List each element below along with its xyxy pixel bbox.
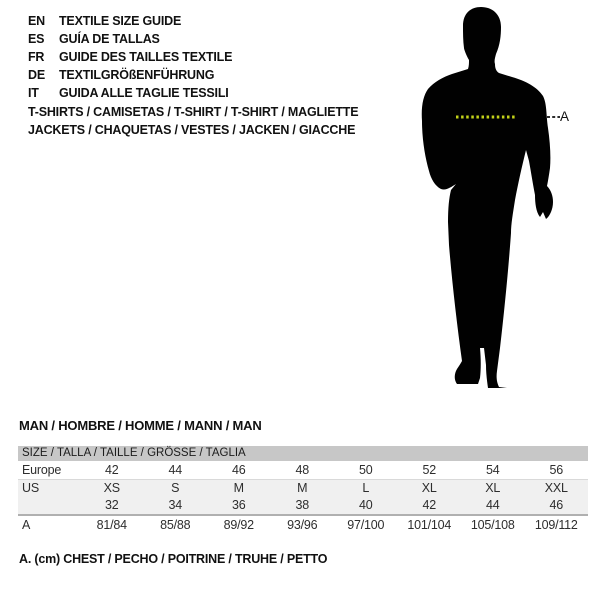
size-cell: 56 [549, 463, 563, 477]
language-title: GUIDE DES TAILLES TEXTILE [59, 50, 233, 64]
language-list [28, 12, 232, 102]
row-label [18, 497, 80, 514]
size-cell: 48 [295, 463, 309, 477]
size-cell: 32 [104, 498, 119, 512]
category-jackets: JACKETS / CHAQUETAS / VESTES / JACKEN / GIACCHE [28, 123, 356, 137]
size-cell: XL [421, 481, 437, 495]
size-cell: 105/108 [470, 518, 515, 532]
size-cell: 97/100 [347, 518, 385, 532]
language-code: ES [28, 32, 45, 46]
row-label: A [22, 518, 31, 532]
row-label: Europe [22, 463, 62, 477]
category-lines [28, 103, 358, 139]
size-cell: 46 [231, 463, 246, 477]
size-cell: 52 [422, 463, 436, 477]
language-row-it [28, 84, 232, 102]
size-cell: 54 [485, 463, 500, 477]
size-cell: 44 [485, 498, 500, 512]
size-cell: 85/88 [160, 518, 191, 532]
size-cell: M [233, 481, 244, 495]
language-code: IT [28, 86, 39, 100]
table-row-europe [18, 461, 588, 479]
language-title: TEXTILE SIZE GUIDE [59, 14, 182, 28]
size-cell: M [297, 481, 308, 495]
size-cell: 101/104 [407, 518, 452, 532]
size-cell: S [171, 481, 180, 495]
language-title: GUÍA DE TALLAS [59, 32, 160, 46]
language-row-de [28, 66, 232, 84]
man-silhouette [422, 7, 553, 388]
size-cell: 109/112 [534, 518, 578, 532]
language-row-en [28, 12, 232, 30]
size-cell: 50 [358, 463, 373, 477]
size-cell: 38 [295, 498, 309, 512]
language-row-es [28, 30, 232, 48]
language-code: FR [28, 50, 45, 64]
size-cell: 81/84 [96, 518, 127, 532]
marker-a-label: A [560, 109, 570, 124]
language-code: EN [28, 14, 45, 28]
measurement-figure [400, 0, 600, 400]
size-cell: 36 [231, 498, 246, 512]
table-row-us [18, 480, 588, 497]
size-cell: 44 [168, 463, 182, 477]
size-cell: XS [103, 481, 120, 495]
language-row-fr [28, 48, 232, 66]
size-cell: 42 [104, 463, 119, 477]
size-cell: 40 [358, 498, 373, 512]
size-cell: 46 [549, 498, 563, 512]
size-table [18, 446, 588, 535]
table-row-numeric [18, 497, 588, 514]
man-silhouette-svg [400, 0, 600, 400]
size-cell: 42 [422, 498, 436, 512]
table-header: SIZE / TALLA / TAILLE / GRÖSSE / TAGLIA [18, 446, 588, 461]
table-row-chest-a [18, 516, 588, 535]
section-heading-man: MAN / HOMBRE / HOMME / MANN / MAN [19, 418, 262, 433]
measurement-footnote: A. (cm) CHEST / PECHO / POITRINE / TRUHE / PETTO [19, 552, 328, 566]
size-cell: XXL [544, 481, 568, 495]
category-tshirts: T-SHIRTS / CAMISETAS / T-SHIRT / T-SHIRT / MAGLIETTE [28, 105, 359, 119]
size-cell: XL [485, 481, 501, 495]
size-cell: 93/96 [287, 518, 318, 532]
size-cell: 34 [168, 498, 182, 512]
size-cell: L [362, 481, 370, 495]
language-title: GUIDA ALLE TAGLIE TESSILI [59, 86, 229, 100]
language-title: TEXTILGRÖßENFÜHRUNG [59, 68, 215, 82]
row-label: US [22, 481, 39, 495]
table-mid-band [18, 479, 588, 516]
size-cell: 89/92 [223, 518, 254, 532]
language-code: DE [28, 68, 45, 82]
